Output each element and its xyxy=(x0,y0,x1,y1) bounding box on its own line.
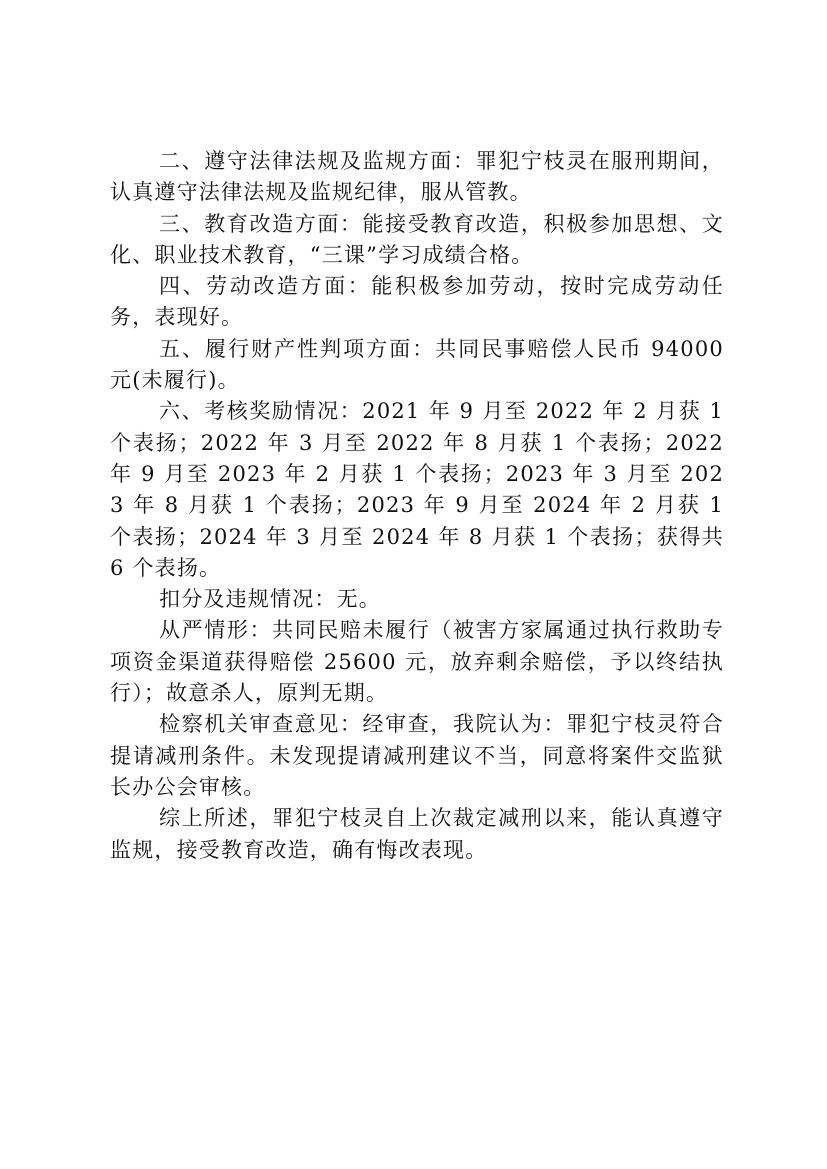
paragraph-conclusion: 综上所述，罪犯宁枝灵自上次裁定减刑以来，能认真遵守监规，接受教育改造，确有悔改表现。 xyxy=(110,806,724,862)
paragraph-deductions-violations: 扣分及违规情况：无。 xyxy=(159,587,381,612)
paragraph-procuratorate-opinion: 检察机关审查意见：经审查，我院认为：罪犯宁枝灵符合提请减刑条件。未发现提请减刑建议不当，同意将案件交监狱长办公会审核。 xyxy=(110,712,724,799)
paragraph-assessment-rewards: 六、考核奖励情况：2021 年 9 月至 2022 年 2 月获 1 个表扬；2022 年 3 月至 2022 年 8 月获 1 个表扬；2022 年 9 月至 2023 年 2 月获 1 个表扬；2023 年 3 月至 2023 年 8 月获 1 个表扬；2023 年 9 月至 2024 年 2 月获 1 个表扬；2024 年 3 月至 2024 年 8 月获 1 个表扬；获得共 6 个表扬。 xyxy=(110,399,724,580)
paragraph-education-reform: 三、教育改造方面：能接受教育改造，积极参加思想、文化、职业技术教育，“三课”学习成绩合格。 xyxy=(110,211,724,267)
paragraph-labor-reform: 四、劳动改造方面：能积极参加劳动，按时完成劳动任务，表现好。 xyxy=(110,274,724,330)
paragraph-law-compliance: 二、遵守法律法规及监规方面：罪犯宁枝灵在服刑期间，认真遵守法律法规及监规纪律，服从管教。 xyxy=(110,149,724,205)
paragraph-strict-circumstances: 从严情形：共同民赔未履行（被害方家属通过执行救助专项资金渠道获得赔偿 25600 元，放弃剩余赔偿，予以终结执行）；故意杀人，原判无期。 xyxy=(110,618,724,706)
paragraph-property-judgment: 五、履行财产性判项方面：共同民事赔偿人民币 94000 元(未履行)。 xyxy=(110,336,724,393)
document-page xyxy=(110,146,724,866)
